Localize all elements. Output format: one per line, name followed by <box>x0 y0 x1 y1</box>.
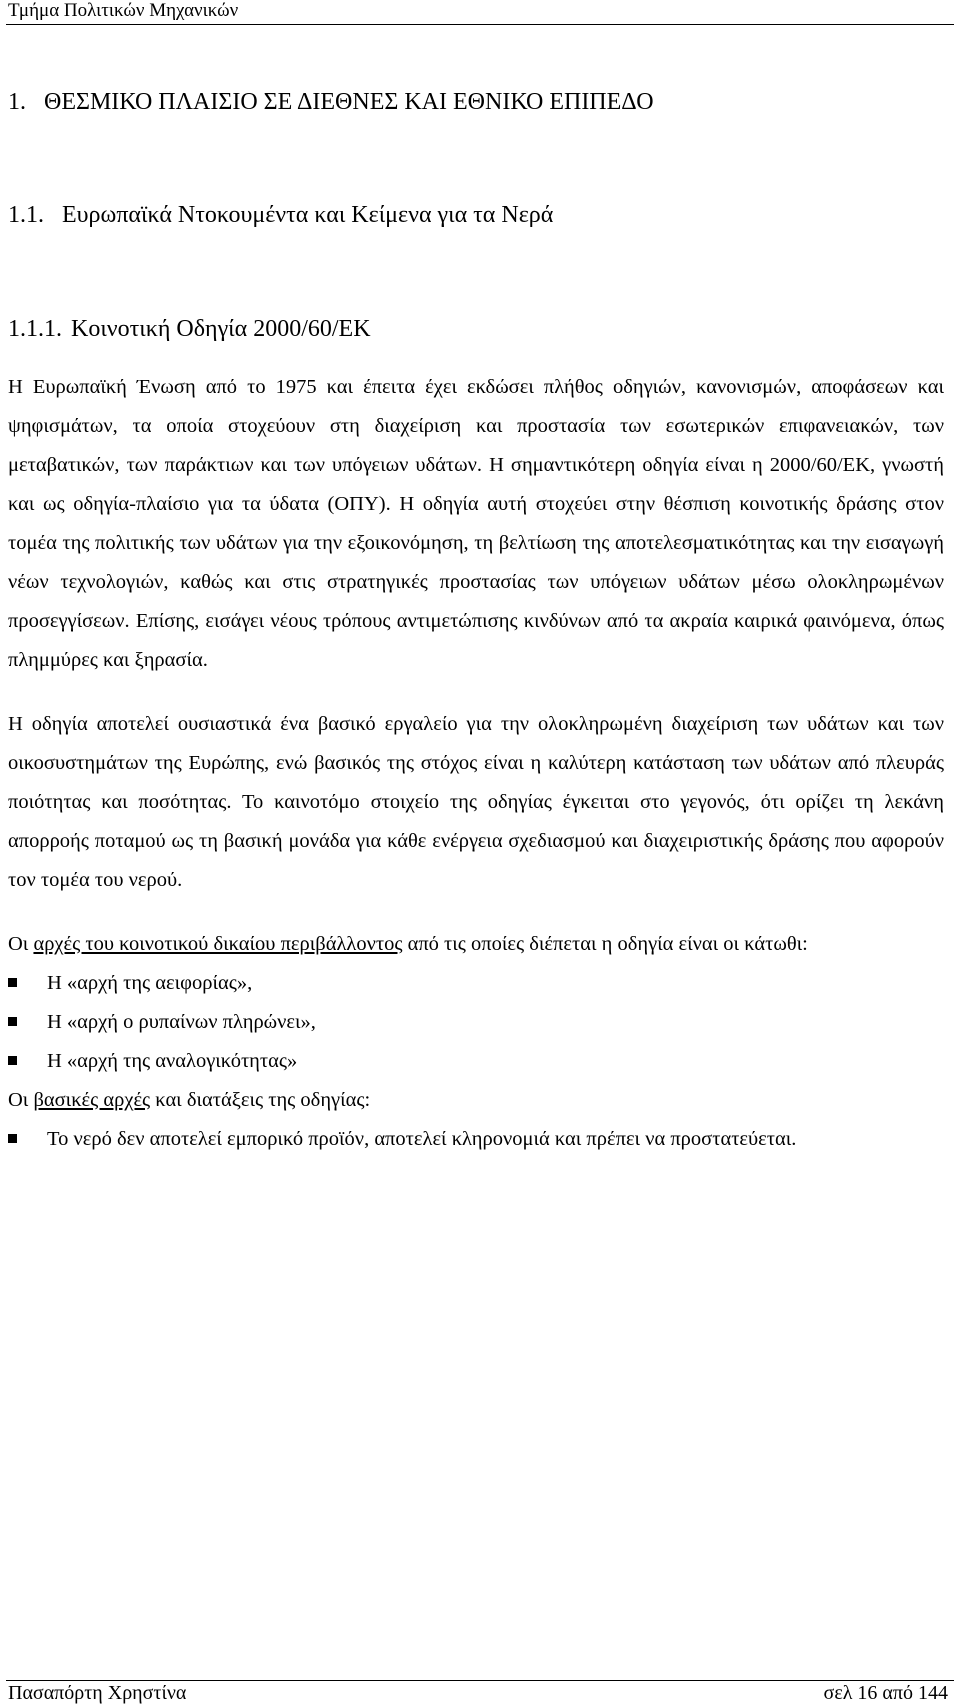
basic-principles-link: βασικές αρχές <box>33 1089 151 1111</box>
footer-author: Πασαπόρτη Χρηστίνα <box>8 1682 187 1704</box>
heading-level-3 <box>8 314 371 344</box>
footer-divider <box>6 1680 954 1681</box>
list-item: Το νερό δεν αποτελεί εμπορικό προϊόν, αποτελεί κληρονομιά και πρέπει να προστατεύεται. <box>8 1120 944 1159</box>
square-bullet-icon <box>8 978 17 987</box>
page-number: σελ 16 από 144 <box>823 1682 948 1704</box>
section-body <box>8 368 944 1159</box>
list-item: Η «αρχή της αειφορίας», <box>8 964 944 1003</box>
principles-list <box>8 964 944 1081</box>
square-bullet-icon <box>8 1134 17 1143</box>
square-bullet-icon <box>8 1017 17 1026</box>
heading-level-1 <box>8 87 654 117</box>
heading-number: 1.1. <box>8 202 44 228</box>
list-item: Η «αρχή ο ρυπαίνων πληρώνει», <box>8 1003 944 1042</box>
paragraph-directive-purpose: Η οδηγία αποτελεί ουσιαστικά ένα βασικό εργαλείο για την ολοκληρωμένη διαχείριση των υδάτων και των οικοσυστημάτων της Ευρώπης, ενώ βασικός της στόχος είναι η καλύτερη κατάσταση των υδάτων από πλευράς ποιότητας και ποσότητας. Το καινοτόμο στοιχείο της οδηγίας έγκειται στο γεγονός, ότι ορίζει τη λεκάνη απορροής ποταμού ως τη βασική μονάδα για κάθε ενέργεια σχεδιασμού και διαχειριστικής δράσης που αφορούν τον τομέα του νερού. <box>8 713 944 891</box>
paragraph-provisions-intro: Οι βασικές αρχές και διατάξεις της οδηγίας: <box>8 1089 371 1111</box>
paragraph-directive-overview: Η Ευρωπαϊκή Ένωση από το 1975 και έπειτα έχει εκδώσει πλήθος οδηγιών, κανονισμών, αποφάσεων και ψηφισμάτων, τα οποία στοχεύουν στη διαχείριση και προστασία των εσωτερικών επιφανειακών, των μεταβατικών, των παράκτιων και των υπόγειων υδάτων. Η σημαντικότερη οδηγία είναι η 2000/60/ΕΚ, γνωστή και ως οδηγία-πλαίσιο για τα ύδατα (ΟΠΥ). Η οδηγία αυτή στοχεύει στην θέσπιση κοινοτικής δράσης στον τομέα της πολιτικής των υδάτων για την εξοικονόμηση, τη βελτίωση της αποτελεσματικότητας και την εισαγωγή νέων τεχνολογιών, καθώς και στις στρατηγικές προστασίας των υπόγειων υδάτων μέσω ολοκληρωμένων προσεγγίσεων. Επίσης, εισάγει νέους τρόπους αντιμετώπισης κινδύνων από τα ακραία καιρικά φαινόμενα, όπως πλημμύρες και ξηρασία. <box>8 376 944 671</box>
page-header: Τμήμα Πολιτικών Μηχανικών <box>8 0 239 21</box>
list-item: Η «αρχή της αναλογικότητας» <box>8 1042 944 1081</box>
provisions-list <box>8 1120 944 1159</box>
heading-level-2 <box>8 200 553 230</box>
heading-number: 1.1.1. <box>8 316 62 342</box>
heading-number: 1. <box>8 89 26 115</box>
heading-title: Ευρωπαϊκά Ντοκουμέντα και Κείμενα για τα Νερά <box>62 202 554 228</box>
square-bullet-icon <box>8 1056 17 1065</box>
principles-link: αρχές του κοινοτικού δικαίου περιβάλλοντος <box>33 933 403 955</box>
heading-title: ΘΕΣΜΙΚΟ ΠΛΑΙΣΙΟ ΣΕ ΔΙΕΘΝΕΣ ΚΑΙ ΕΘΝΙΚΟ ΕΠΙΠΕΔΟ <box>44 89 654 115</box>
header-divider <box>6 24 954 25</box>
paragraph-principles-intro: Οι αρχές του κοινοτικού δικαίου περιβάλλοντος από τις οποίες διέπεται η οδηγία είναι οι κάτωθι: <box>8 933 808 955</box>
heading-title: Κοινοτική Οδηγία 2000/60/ΕΚ <box>71 316 371 342</box>
